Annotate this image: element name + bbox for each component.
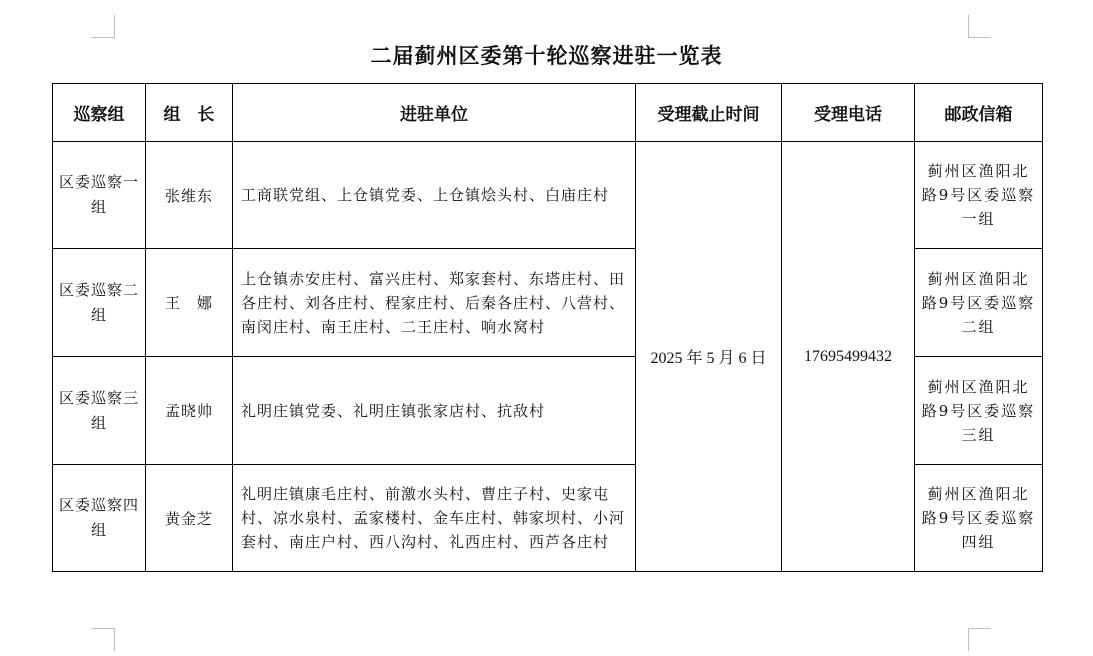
crop-mark-bottom-left — [92, 628, 115, 651]
mail-cell: 蓟州区渔阳北路9号区委巡察二组 — [915, 249, 1043, 357]
document-title: 二届蓟州区委第十轮巡察进驻一览表 — [370, 43, 723, 68]
leader-cell: 黄金芝 — [146, 465, 233, 572]
header-phone: 受理电话 — [782, 84, 915, 142]
mail-cell: 蓟州区渔阳北路9号区委巡察四组 — [915, 465, 1043, 572]
header-mail: 邮政信箱 — [915, 84, 1043, 142]
crop-mark-bottom-right — [968, 628, 991, 651]
units-cell: 礼明庄镇康毛庄村、前激水头村、曹庄子村、史家屯村、凉水泉村、孟家楼村、金车庄村、韩家坝村、小河套村、南庄户村、西八沟村、礼西庄村、西芦各庄村 — [233, 465, 636, 572]
table-header-row — [53, 84, 1043, 142]
units-cell: 礼明庄镇党委、礼明庄镇张家店村、抗敌村 — [233, 357, 636, 465]
units-cell: 工商联党组、上仓镇党委、上仓镇烩头村、白庙庄村 — [233, 142, 636, 249]
header-leader: 组 长 — [146, 84, 233, 142]
phone-cell: 17695499432 — [782, 142, 915, 572]
group-cell: 区委巡察二组 — [53, 249, 146, 357]
mail-cell: 蓟州区渔阳北路9号区委巡察一组 — [915, 142, 1043, 249]
crop-mark-top-right — [968, 15, 991, 38]
mail-cell: 蓟州区渔阳北路9号区委巡察三组 — [915, 357, 1043, 465]
group-cell: 区委巡察一组 — [53, 142, 146, 249]
group-cell: 区委巡察三组 — [53, 357, 146, 465]
leader-cell: 张维东 — [146, 142, 233, 249]
crop-mark-top-left — [92, 15, 115, 38]
leader-cell: 孟晓帅 — [146, 357, 233, 465]
inspection-table — [52, 83, 1043, 572]
group-cell: 区委巡察四组 — [53, 465, 146, 572]
header-group: 巡察组 — [53, 84, 146, 142]
header-deadline: 受理截止时间 — [636, 84, 782, 142]
table-row — [53, 142, 1043, 249]
deadline-cell: 2025 年 5 月 6 日 — [636, 142, 782, 572]
leader-cell: 王 娜 — [146, 249, 233, 357]
units-cell: 上仓镇赤安庄村、富兴庄村、郑家套村、东塔庄村、田各庄村、刘各庄村、程家庄村、后秦各庄村、八营村、南闵庄村、南王庄村、二王庄村、响水窝村 — [233, 249, 636, 357]
header-units: 进驻单位 — [233, 84, 636, 142]
